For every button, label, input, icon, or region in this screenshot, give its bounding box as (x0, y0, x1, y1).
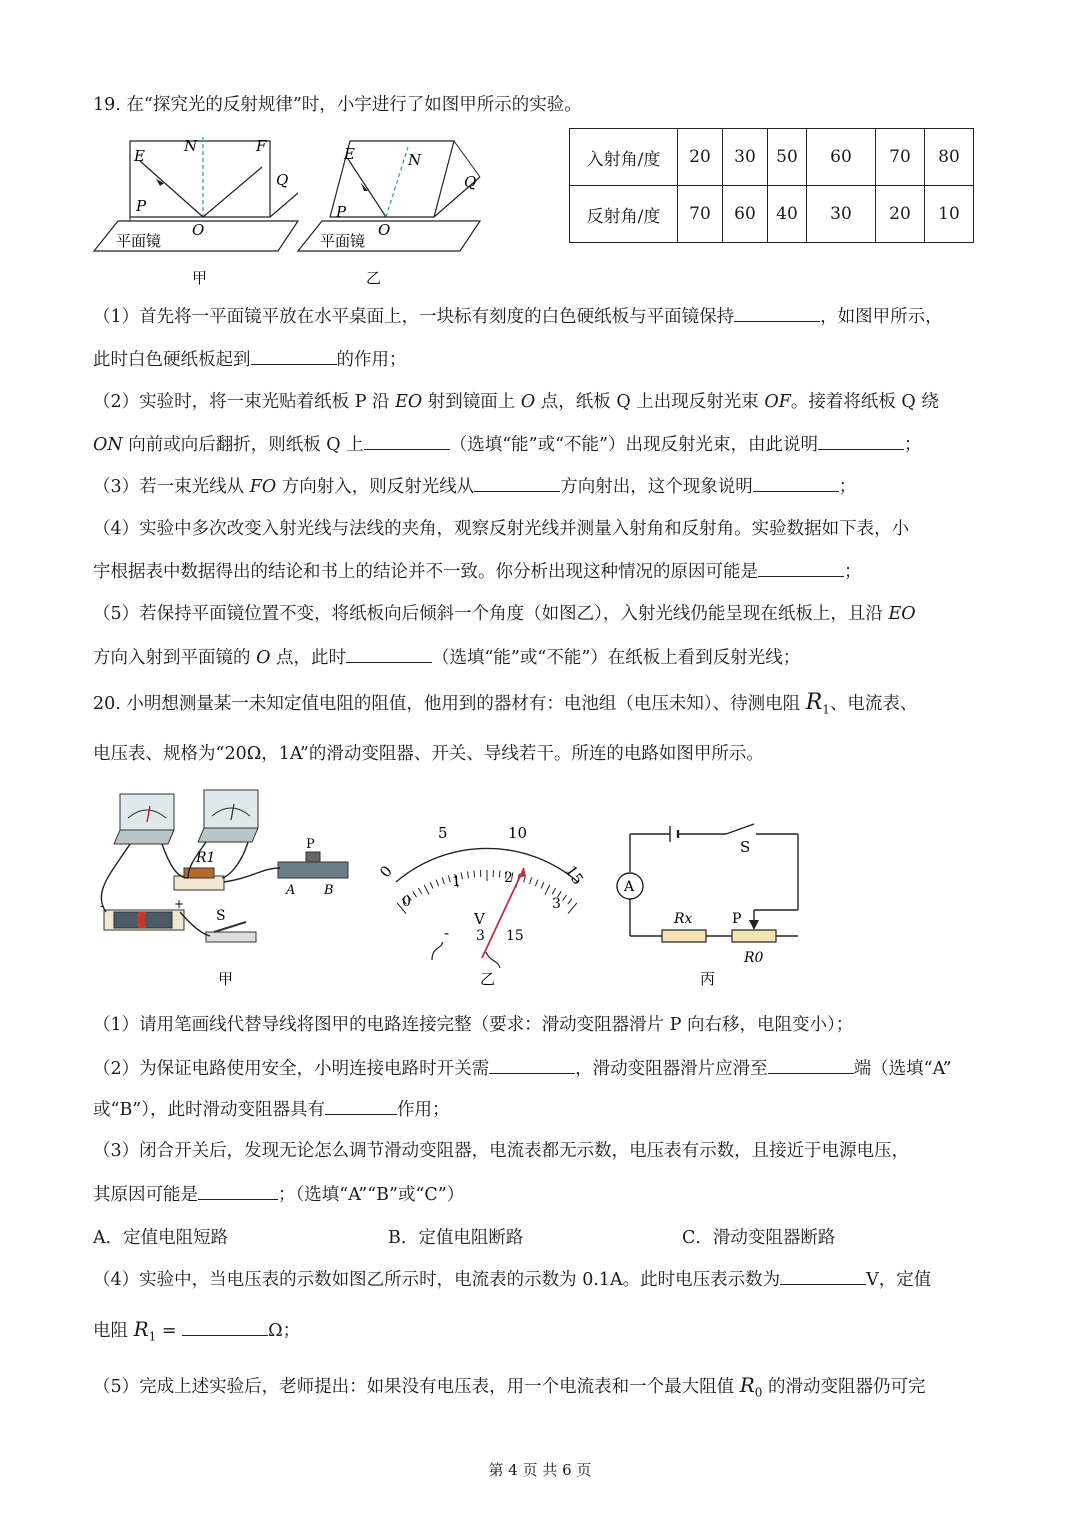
q20-part2-line1 (93, 1055, 952, 1082)
text: （5）若保持平面镜位置不变，将纸板向后倾斜一个角度（如图乙），入射光线仍能呈现在纸板上，且沿 (93, 604, 889, 624)
symbol: FO (249, 477, 277, 497)
label-S: S (740, 838, 751, 856)
answer-blank[interactable] (818, 431, 904, 450)
scale-top-15: 15 (561, 862, 588, 889)
table-cell: 70 (678, 186, 723, 243)
label-O: O (378, 221, 391, 239)
scale-top-10: 10 (508, 824, 528, 842)
table-cell: 30 (723, 129, 768, 186)
text: 宇根据表中数据得出的结论和书上的结论并不一致。你分析出现这种情况的原因可能是 (93, 562, 758, 582)
text: （3）若一束光线从 (93, 477, 250, 497)
q19-part5-line1 (93, 601, 916, 627)
symbol: O (256, 648, 271, 668)
answer-blank[interactable] (758, 558, 844, 577)
text: 其原因可能是 (93, 1185, 198, 1205)
label-O: O (192, 221, 205, 239)
label-R0: R0 (744, 950, 764, 966)
text: 的作用； (336, 350, 407, 370)
answer-blank[interactable] (325, 1096, 397, 1115)
label-S: S (216, 908, 226, 924)
q19-part2-line1 (93, 389, 939, 415)
subscript: 0 (754, 1385, 763, 1400)
answer-blank[interactable] (251, 346, 337, 365)
table-cell: 20 (876, 186, 925, 243)
text: 射到镜面上 (422, 392, 521, 412)
label-N: N (184, 137, 198, 155)
label-Q: Q (276, 171, 289, 189)
text: （选填“能”或“不能”）出现反射光束，由此说明 (449, 435, 819, 455)
symbol: R (133, 1317, 149, 1341)
q19-part3 (93, 473, 856, 500)
scale-bottom-3: 3 (552, 896, 561, 912)
angle-data-table (569, 128, 974, 243)
terminal-minus: - (444, 924, 450, 942)
scale-bottom-2: 2 (504, 870, 513, 886)
table-cell: 30 (807, 186, 876, 243)
ammeter-A: A (624, 879, 635, 895)
q19-part5-line2 (93, 644, 800, 671)
text: 方向射入，则反射光线从 (276, 477, 475, 497)
caption-jia: 甲 (218, 970, 234, 988)
text: 。接着将纸板 Q 绕 (790, 392, 939, 412)
caption-yi: 乙 (480, 970, 496, 988)
scale-bottom-1: 1 (452, 874, 461, 890)
table-cell: 40 (768, 186, 807, 243)
q20-stem-line1 (93, 690, 917, 723)
answer-blank[interactable] (364, 431, 450, 450)
terminal-15: 15 (506, 928, 524, 944)
text: 点，此时 (270, 648, 346, 668)
caption-jia: 甲 (192, 269, 208, 287)
label-P: P (136, 197, 147, 215)
label-Q: Q (464, 173, 477, 191)
text: ； (838, 477, 857, 497)
page-footer: 第 4 页 共 6 页 (488, 1461, 592, 1479)
q19-part1-line1 (93, 303, 943, 330)
q19-part2-line2 (93, 431, 922, 458)
text: （1）首先将一平面镜平放在水平桌面上，一块标有刻度的白色硬纸板与平面镜保持 (93, 307, 735, 327)
q20-part1: （1）请用笔画线代替导线将图甲的电路连接完整（要求：滑动变阻器滑片 P 向右移，电阻变小）； (93, 1015, 854, 1035)
text: V，定值 (866, 1270, 932, 1290)
table-cell: 80 (925, 129, 974, 186)
text: 点，纸板 Q 上出现反射光束 (535, 392, 765, 412)
q20-part4-line1 (93, 1266, 931, 1293)
scale-top-0: 0 (376, 862, 396, 882)
q19-stem: 19. 在“探究光的反射规律”时，小宇进行了如图甲所示的实验。 (93, 95, 582, 115)
answer-blank[interactable] (753, 473, 839, 492)
q20-figure-c-schematic (608, 820, 808, 992)
unit-V: V (474, 910, 485, 928)
text: 方向射出，这个现象说明 (560, 477, 753, 497)
q20-part3-line1: （3）闭合开关后，发现无论怎么调节滑动变阻器，电流表都无示数，电压表有示数，且接近于电源电压， (93, 1141, 910, 1161)
symbol: EO (888, 604, 916, 624)
label-plus: + (174, 897, 185, 911)
label-P: P (336, 203, 347, 221)
text: 20. 小明想测量某一未知定值电阻的阻值，他用到的器材有：电池组（电压未知）、待测电阻 (93, 694, 806, 714)
label-F: F (256, 137, 267, 155)
text: 作用； (397, 1100, 450, 1120)
text: 或“B”），此时滑动变阻器具有 (93, 1100, 326, 1120)
q19-part1-line2 (93, 346, 407, 373)
answer-blank[interactable] (489, 1055, 575, 1074)
table-row (570, 129, 974, 186)
answer-blank[interactable] (182, 1317, 268, 1336)
label-B: B (324, 883, 334, 898)
table-cell: 10 (925, 186, 974, 243)
q20-part5-line1 (93, 1372, 925, 1406)
answer-blank[interactable] (780, 1266, 866, 1285)
scale-bottom-0: 0 (402, 894, 411, 910)
text: ； (844, 562, 862, 582)
q20-figure-a-circuit (92, 782, 362, 992)
answer-blank[interactable] (734, 303, 820, 322)
mirror-label: 平面镜 (116, 232, 162, 250)
text: 方向入射到平面镜的 (93, 648, 257, 668)
answer-blank[interactable] (346, 644, 432, 663)
label-Rx: Rx (674, 911, 693, 927)
table-cell: 60 (723, 186, 768, 243)
text: 电阻 (93, 1321, 134, 1341)
table-cell: 60 (807, 129, 876, 186)
q19-part4-line1: （4）实验中多次改变入射光线与法线的夹角，观察反射光线并测量入射角和反射角。实验数据如下表，小 (93, 519, 910, 539)
text: ，滑动变阻器滑片应滑至 (575, 1059, 768, 1079)
symbol: OF (764, 392, 791, 412)
q20-part3-line2 (93, 1181, 464, 1208)
symbol: R (805, 690, 823, 715)
answer-blank[interactable] (198, 1181, 278, 1200)
text: ； (904, 435, 922, 455)
row-header: 入射角/度 (570, 129, 678, 186)
dial-ticks (397, 870, 577, 914)
table-cell: 50 (768, 129, 807, 186)
text: （2）实验时，将一束光贴着纸板 P 沿 (93, 392, 396, 412)
terminal-3: 3 (476, 928, 485, 944)
answer-blank[interactable] (768, 1055, 854, 1074)
text: 向前或向后翻折，则纸板 Q 上 (122, 435, 364, 455)
table-cell: 20 (678, 129, 723, 186)
table-row (570, 186, 974, 243)
label-E: E (134, 147, 145, 165)
symbol: ON (93, 435, 123, 455)
needle (482, 868, 524, 958)
q19-figure-a (90, 125, 310, 295)
text: （4）实验中，当电压表的示数如图乙所示时，电流表的示数为 0.1A。此时电压表示数为 (93, 1270, 781, 1290)
option-b[interactable]: B．定值电阻断路 (388, 1228, 524, 1248)
label-N: N (408, 151, 422, 169)
row-header: 反射角/度 (570, 186, 678, 243)
q20-part2-line2 (93, 1096, 450, 1123)
text: （2）为保证电路使用安全，小明连接电路时开关需 (93, 1059, 490, 1079)
symbol: R (739, 1373, 755, 1397)
label-minus: - (100, 899, 105, 913)
text: （选填“能”或“不能”）在纸板上看到反射光线； (431, 648, 801, 668)
scale-top-5: 5 (438, 824, 448, 842)
answer-blank[interactable] (474, 473, 560, 492)
caption-bing: 丙 (700, 970, 716, 988)
q19-part4-line2 (93, 558, 862, 585)
text: 端（选填“A” (853, 1059, 952, 1079)
label-P: P (306, 837, 315, 852)
label-R1: R1 (196, 850, 216, 866)
mirror-label: 平面镜 (320, 232, 366, 250)
table-cell: 70 (876, 129, 925, 186)
text: = (156, 1321, 183, 1341)
q20-stem-line2: 电压表、规格为“20Ω，1A”的滑动变阻器、开关、导线若干。所连的电路如图甲所示。 (93, 744, 764, 764)
subscript: 1 (148, 1329, 157, 1344)
q20-figure-b-voltmeter (372, 820, 602, 992)
q19-figure-b (294, 125, 494, 295)
label-P: P (732, 911, 742, 927)
label-E: E (344, 145, 355, 163)
text: （5）完成上述实验后，老师提出：如果没有电压表，用一个电流表和一个最大阻值 (93, 1377, 740, 1397)
symbol: EO (395, 392, 423, 412)
q20-part4-line2 (93, 1316, 300, 1350)
caption-yi: 乙 (366, 269, 382, 287)
option-c[interactable]: C．滑动变阻器断路 (682, 1228, 836, 1248)
text: ；（选填“A”“B”或“C”） (278, 1185, 465, 1205)
symbol: O (520, 392, 536, 412)
text: Ω； (268, 1321, 301, 1341)
text: 此时白色硬纸板起到 (93, 350, 251, 370)
option-a[interactable]: A．定值电阻短路 (93, 1228, 229, 1248)
subscript: 1 (822, 702, 830, 717)
text: 、电流表、 (829, 694, 918, 714)
text: 的滑动变阻器仍可完 (762, 1377, 926, 1397)
text: ，如图甲所示， (820, 307, 943, 327)
label-A: A (286, 883, 296, 898)
